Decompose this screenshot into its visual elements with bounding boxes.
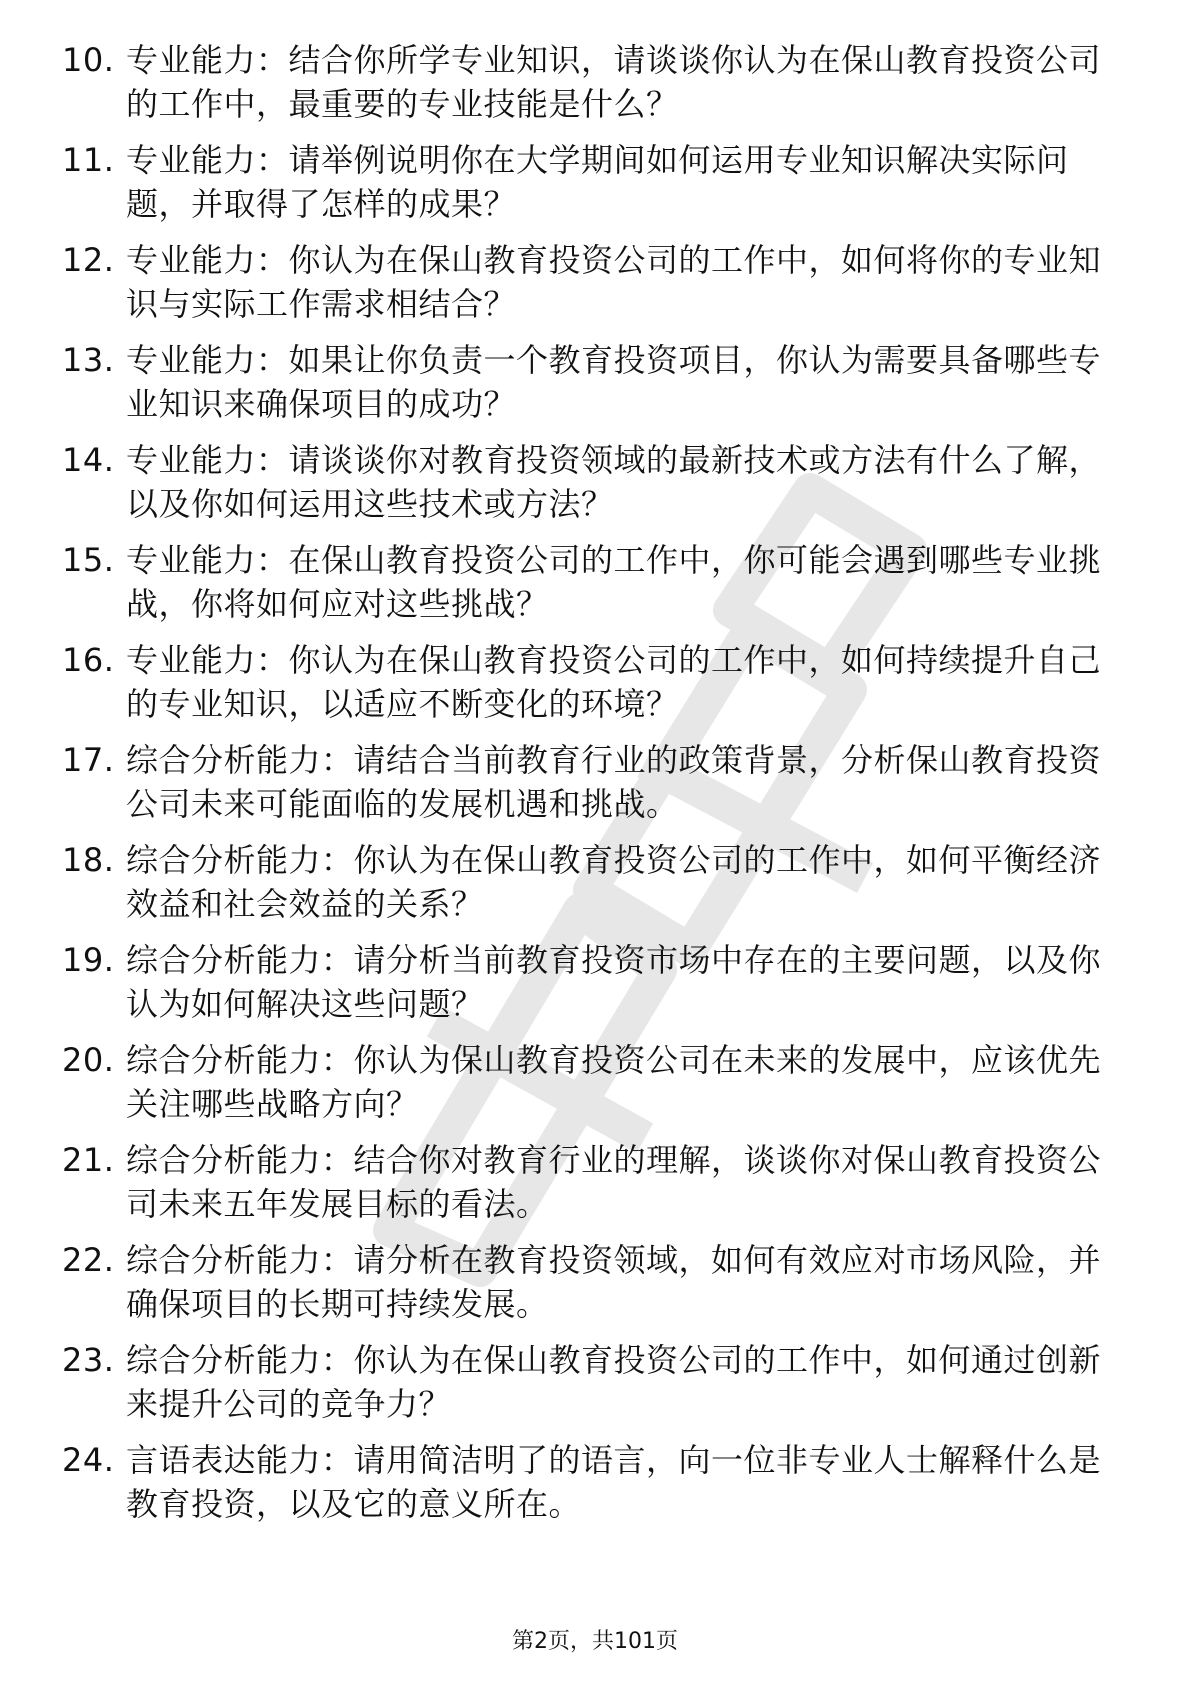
question-list <box>62 38 1122 1538</box>
question-item <box>62 338 1122 426</box>
question-item <box>62 538 1122 626</box>
page-number-label: 第2页，共101页 <box>512 1629 678 1654</box>
question-text: 言语表达能力：请用简洁明了的语言，向一位非专业人士解释什么是教育投资，以及它的意义所在。 <box>126 1441 1102 1523</box>
question-number: 15. <box>62 541 115 579</box>
question-text: 综合分析能力：请结合当前教育行业的政策背景，分析保山教育投资公司未来可能面临的发展机遇和挑战。 <box>126 741 1102 823</box>
question-number: 12. <box>62 241 115 279</box>
page-footer <box>0 1624 1190 1655</box>
question-text: 专业能力：请举例说明你在大学期间如何运用专业知识解决实际问题，并取得了怎样的成果？ <box>126 141 1069 223</box>
question-item <box>62 738 1122 826</box>
question-item <box>62 838 1122 926</box>
question-text: 综合分析能力：请分析在教育投资领域，如何有效应对市场风险，并确保项目的长期可持续发展。 <box>126 1241 1102 1323</box>
question-item <box>62 638 1122 726</box>
question-item <box>62 938 1122 1026</box>
question-text: 专业能力：如果让你负责一个教育投资项目，你认为需要具备哪些专业知识来确保项目的成功？ <box>126 341 1102 423</box>
question-number: 21. <box>62 1141 115 1179</box>
question-number: 10. <box>62 41 115 79</box>
question-text: 专业能力：你认为在保山教育投资公司的工作中，如何持续提升自己的专业知识，以适应不断变化的环境？ <box>126 641 1102 723</box>
question-item <box>62 1338 1122 1426</box>
question-text: 综合分析能力：你认为在保山教育投资公司的工作中，如何平衡经济效益和社会效益的关系？ <box>126 841 1102 923</box>
question-item <box>62 1038 1122 1126</box>
question-number: 19. <box>62 941 115 979</box>
question-item <box>62 438 1122 526</box>
question-item <box>62 38 1122 126</box>
question-text: 综合分析能力：请分析当前教育投资市场中存在的主要问题，以及你认为如何解决这些问题？ <box>126 941 1102 1023</box>
question-number: 24. <box>62 1441 115 1479</box>
question-number: 14. <box>62 441 115 479</box>
question-number: 16. <box>62 641 115 679</box>
question-number: 11. <box>62 141 115 179</box>
question-item <box>62 1238 1122 1326</box>
question-number: 22. <box>62 1241 115 1279</box>
question-text: 专业能力：在保山教育投资公司的工作中，你可能会遇到哪些专业挑战，你将如何应对这些挑战？ <box>126 541 1102 623</box>
question-item <box>62 238 1122 326</box>
question-text: 综合分析能力：你认为在保山教育投资公司的工作中，如何通过创新来提升公司的竞争力？ <box>126 1341 1102 1423</box>
question-text: 综合分析能力：你认为保山教育投资公司在未来的发展中，应该优先关注哪些战略方向？ <box>126 1041 1102 1123</box>
question-number: 13. <box>62 341 115 379</box>
question-number: 17. <box>62 741 115 779</box>
question-item <box>62 1138 1122 1226</box>
question-text: 专业能力：你认为在保山教育投资公司的工作中，如何将你的专业知识与实际工作需求相结合？ <box>126 241 1102 323</box>
question-item <box>62 138 1122 226</box>
question-text: 综合分析能力：结合你对教育行业的理解，谈谈你对保山教育投资公司未来五年发展目标的看法。 <box>126 1141 1102 1223</box>
question-text: 专业能力：请谈谈你对教育投资领域的最新技术或方法有什么了解，以及你如何运用这些技术或方法？ <box>126 441 1102 523</box>
question-number: 20. <box>62 1041 115 1079</box>
question-item <box>62 1438 1122 1526</box>
question-text: 专业能力：结合你所学专业知识，请谈谈你认为在保山教育投资公司的工作中，最重要的专业技能是什么？ <box>126 41 1102 123</box>
question-number: 18. <box>62 841 115 879</box>
question-number: 23. <box>62 1341 115 1379</box>
